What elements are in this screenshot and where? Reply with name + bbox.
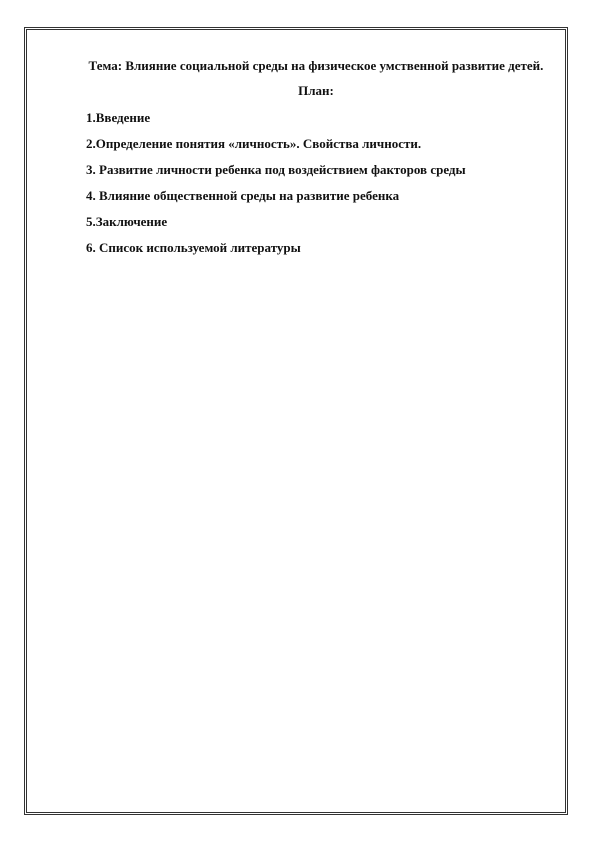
- plan-heading: План:: [298, 83, 334, 98]
- document-body: [86, 58, 546, 266]
- plan-item: 2.Определение понятия «личность». Свойства личности.: [86, 136, 422, 151]
- plan-item: 4. Влияние общественной среды на развитие ребенка: [86, 188, 400, 203]
- plan-item: 3. Развитие личности ребенка под воздействием факторов среды: [86, 162, 466, 177]
- plan-item: 1.Введение: [86, 110, 151, 125]
- plan-list: [86, 110, 546, 255]
- plan-item: 5.Заключение: [86, 214, 168, 229]
- document-title: Тема: Влияние социальной среды на физическое умственной развитие детей.: [88, 58, 544, 73]
- plan-item: 6. Список используемой литературы: [86, 240, 301, 255]
